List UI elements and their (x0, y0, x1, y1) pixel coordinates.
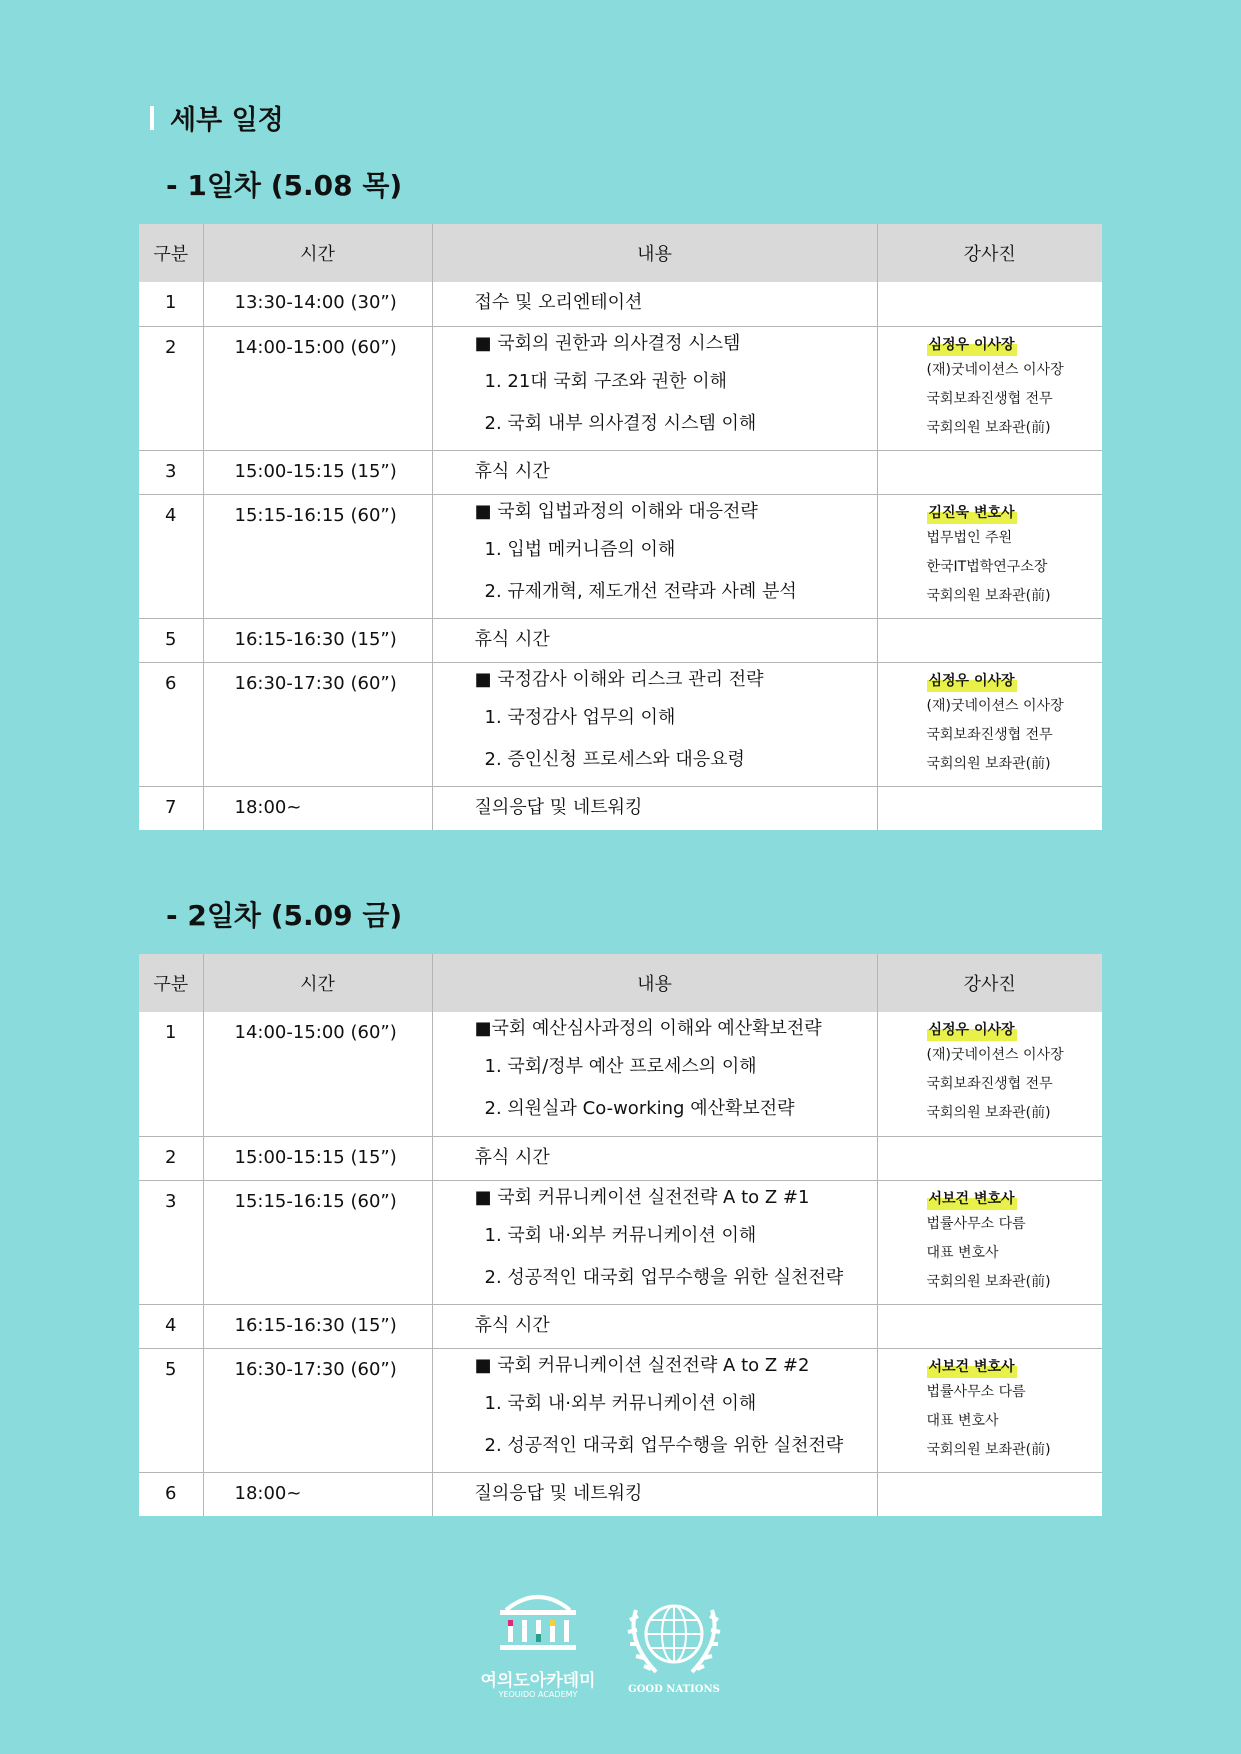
row-number: 1 (165, 292, 177, 313)
row-time: 13:30-14:00 (30”) (203, 282, 432, 326)
content-item: 1. 21대 국회 구조와 권한 이해 (484, 370, 728, 392)
row-time: 16:30-17:30 (60”) (203, 1348, 432, 1472)
row-time: 16:30-17:30 (60”) (203, 662, 432, 786)
content-heading: ■ 국회 입법과정의 이해와 대응전략 (474, 500, 758, 522)
content-item: 1. 입법 메커니즘의 이해 (484, 538, 676, 560)
speaker-desc: 국회의원 보좌관(前) (926, 1273, 1051, 1290)
table-row (139, 326, 1102, 450)
table-row (139, 450, 1102, 494)
content-heading: ■ 국정감사 이해와 리스크 관리 전략 (474, 668, 764, 690)
table-row (139, 494, 1102, 618)
speaker-desc: 한국IT법학연구소장 (926, 558, 1048, 575)
globe-laurel-icon (616, 1590, 732, 1684)
table-row (139, 282, 1102, 326)
row-number: 5 (139, 618, 203, 662)
content-heading: ■국회 예산심사과정의 이해와 예산확보전략 (474, 1018, 822, 1039)
speaker-desc: 대표 변호사 (926, 1244, 999, 1261)
good-nations-logo (616, 1590, 732, 1700)
speaker-desc: 국회보좌진생협 전무 (926, 726, 1053, 743)
content-heading: 질의응답 및 네트워킹 (474, 796, 643, 818)
column-header: 내용 (432, 224, 877, 282)
speaker-name: 서보건 변호사 (927, 1356, 1017, 1378)
content-heading: 휴식 시간 (474, 460, 550, 482)
row-speaker (877, 1012, 1102, 1136)
row-number: 4 (139, 1304, 203, 1348)
row-number: 4 (139, 494, 203, 618)
yeouido-logo-en: YEOUIDO ACADEMY (498, 1690, 578, 1699)
row-time: 15:00-15:15 (15”) (203, 450, 432, 494)
content-heading: ■ 국회 커뮤니케이션 실전전략 A to Z #2 (474, 1354, 810, 1376)
row-number: 1 (165, 1022, 177, 1043)
row-speaker (877, 662, 1102, 786)
row-time: 15:15-16:15 (60”) (203, 494, 432, 618)
speaker-name: 김진욱 변호사 (927, 502, 1017, 524)
speaker-desc: 국회의원 보좌관(前) (926, 587, 1051, 604)
row-content (432, 326, 877, 450)
table-row (139, 1348, 1102, 1472)
section-title (150, 98, 284, 137)
good-nations-logo-text: GOOD NATIONS (628, 1684, 720, 1695)
speaker-desc: 국회보좌진생협 전무 (926, 390, 1053, 407)
yeouido-academy-logo (478, 1590, 598, 1700)
row-time: 15:00-15:15 (15”) (203, 1136, 432, 1180)
day1-schedule-table (139, 224, 1102, 830)
title-bar (150, 106, 154, 130)
row-time: 14:00-15:00 (60”) (203, 326, 432, 450)
content-item: 1. 국정감사 업무의 이해 (484, 706, 676, 728)
table-header-row (139, 954, 1102, 1012)
speaker-desc: 국회의원 보좌관(前) (926, 1105, 1051, 1121)
day1-title: - 1일차 (5.08 목) (166, 169, 403, 202)
row-content (432, 1304, 877, 1348)
row-time: 16:15-16:30 (15”) (203, 618, 432, 662)
row-time: 18:00~ (203, 786, 432, 830)
speaker-desc: (재)굿네이션스 이사장 (926, 361, 1064, 378)
row-content (432, 786, 877, 830)
row-content (432, 494, 877, 618)
table-row (139, 618, 1102, 662)
yeouido-logo-kr: 여의도아카데미 (480, 1671, 596, 1691)
speaker-name: 서보건 변호사 (927, 1188, 1017, 1210)
row-time: 16:15-16:30 (15”) (203, 1304, 432, 1348)
column-header: 구분 (139, 954, 203, 1012)
content-item: 2. 성공적인 대국회 업무수행을 위한 실천전략 (484, 1434, 844, 1456)
row-time: 14:00-15:00 (60”) (203, 1012, 432, 1136)
speaker-desc: 법률사무소 다름 (926, 1215, 1026, 1232)
table-row (139, 662, 1102, 786)
row-speaker (877, 282, 1102, 326)
speaker-name: 심정우 이사장 (927, 334, 1017, 356)
row-content (432, 662, 877, 786)
table-row (139, 786, 1102, 830)
row-content (432, 1136, 877, 1180)
row-content (432, 1472, 877, 1516)
row-number: 7 (139, 786, 203, 830)
content-heading: 휴식 시간 (474, 628, 550, 650)
row-speaker (877, 618, 1102, 662)
table-header-row (139, 224, 1102, 282)
speaker-desc: 국회보좌진생협 전무 (926, 1076, 1053, 1092)
row-number: 3 (139, 450, 203, 494)
row-speaker (877, 326, 1102, 450)
row-number: 6 (139, 662, 203, 786)
content-item: 2. 규제개혁, 제도개선 전략과 사례 분석 (484, 580, 797, 602)
content-heading: ■ 국회 커뮤니케이션 실전전략 A to Z #1 (474, 1186, 810, 1208)
column-header: 구분 (139, 224, 203, 282)
content-item: 2. 국회 내부 의사결정 시스템 이해 (484, 412, 757, 434)
row-number: 2 (139, 1136, 203, 1180)
row-speaker (877, 1472, 1102, 1516)
content-item: 2. 의원실과 Co-working 예산확보전략 (484, 1098, 795, 1119)
speaker-desc: 법무법인 주원 (926, 529, 1013, 546)
content-heading: 휴식 시간 (474, 1146, 550, 1168)
speaker-desc: 국회의원 보좌관(前) (926, 755, 1051, 772)
table-row (139, 1136, 1102, 1180)
day2-title: - 2일차 (5.09 금) (166, 899, 403, 932)
column-header: 내용 (432, 954, 877, 1012)
content-item: 2. 성공적인 대국회 업무수행을 위한 실천전략 (484, 1266, 844, 1288)
column-header: 시간 (203, 224, 432, 282)
row-content (432, 618, 877, 662)
speaker-name: 심정우 이사장 (927, 670, 1017, 692)
row-number: 6 (139, 1472, 203, 1516)
speaker-desc: 법률사무소 다름 (926, 1383, 1026, 1400)
assembly-dome-icon (478, 1590, 598, 1666)
row-speaker (877, 1348, 1102, 1472)
speaker-desc: 국회의원 보좌관(前) (926, 419, 1051, 436)
content-item: 2. 증인신청 프로세스와 대응요령 (484, 748, 745, 770)
row-speaker (877, 786, 1102, 830)
content-item: 1. 국회/정부 예산 프로세스의 이해 (484, 1056, 757, 1077)
content-heading: 휴식 시간 (474, 1314, 550, 1336)
row-content (432, 1012, 877, 1136)
section-title-text: 세부 일정 (170, 105, 284, 136)
content-item: 1. 국회 내·외부 커뮤니케이션 이해 (484, 1392, 757, 1414)
row-speaker (877, 1180, 1102, 1304)
row-time: 15:15-16:15 (60”) (203, 1180, 432, 1304)
row-content (432, 1180, 877, 1304)
table-row (139, 1472, 1102, 1516)
row-number: 2 (139, 326, 203, 450)
speaker-desc: 대표 변호사 (926, 1412, 999, 1429)
row-speaker (877, 1136, 1102, 1180)
column-header: 시간 (203, 954, 432, 1012)
day2-schedule-table (139, 954, 1102, 1516)
row-content (432, 1348, 877, 1472)
row-content (432, 450, 877, 494)
table-row (139, 1304, 1102, 1348)
row-speaker (877, 450, 1102, 494)
table-row (139, 1180, 1102, 1304)
logos (478, 1590, 738, 1700)
column-header: 강사진 (877, 954, 1102, 1012)
content-heading: ■ 국회의 권한과 의사결정 시스템 (474, 332, 741, 354)
speaker-desc: (재)굿네이션스 이사장 (926, 697, 1064, 714)
content-heading: 질의응답 및 네트워킹 (474, 1482, 643, 1504)
row-number: 3 (139, 1180, 203, 1304)
speaker-desc: (재)굿네이션스 이사장 (926, 1047, 1064, 1063)
row-speaker (877, 494, 1102, 618)
speaker-name: 심정우 이사장 (927, 1019, 1017, 1041)
column-header: 강사진 (877, 224, 1102, 282)
row-content (432, 282, 877, 326)
content-item: 1. 국회 내·외부 커뮤니케이션 이해 (484, 1224, 757, 1246)
content-heading: 접수 및 오리엔테이션 (474, 292, 643, 313)
row-speaker (877, 1304, 1102, 1348)
speaker-desc: 국회의원 보좌관(前) (926, 1441, 1051, 1458)
table-row (139, 1012, 1102, 1136)
row-number: 5 (139, 1348, 203, 1472)
row-time: 18:00~ (203, 1472, 432, 1516)
